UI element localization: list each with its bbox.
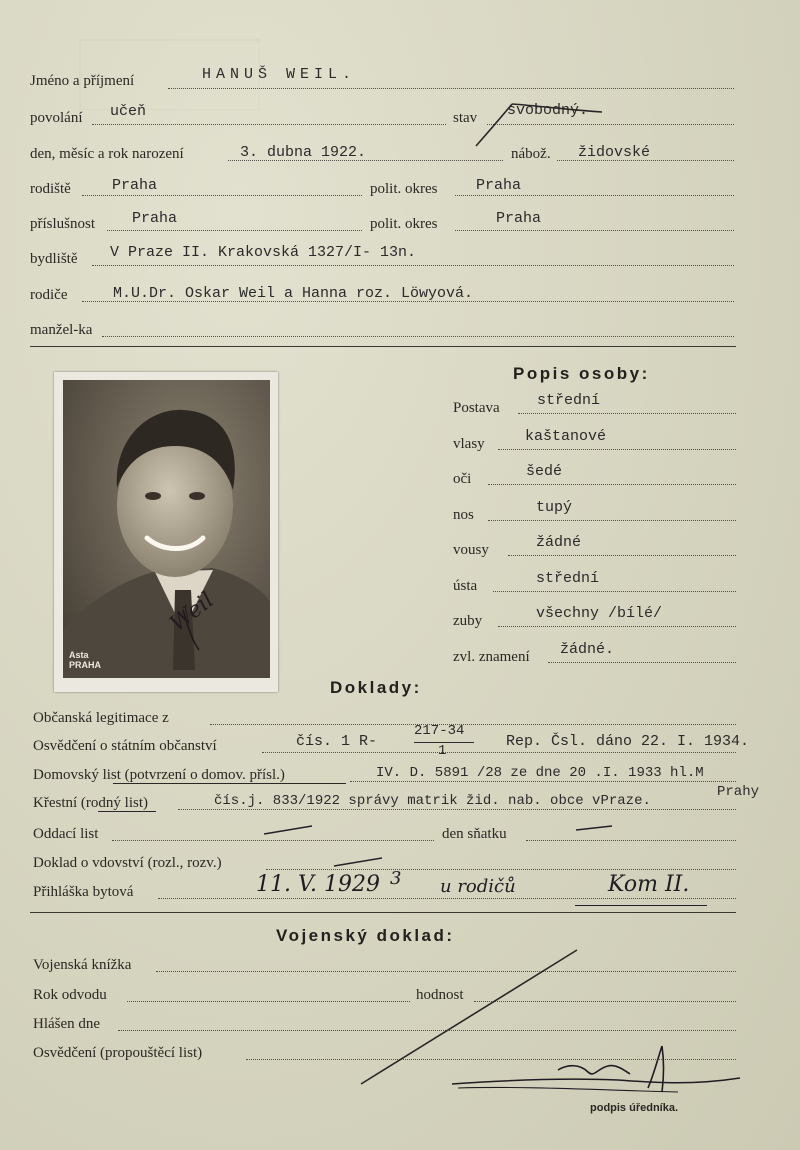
description-label: ústa: [453, 578, 478, 594]
description-value: šedé: [526, 463, 563, 480]
description-line: [488, 484, 736, 485]
description-label: Postava: [453, 400, 500, 416]
birthplace-value: Praha: [112, 177, 158, 194]
citizenship-prefix: čís. 1 R-: [296, 733, 378, 750]
certificate-label: Osvědčení (propouštěcí list): [33, 1045, 203, 1061]
baptism-super: Prahy: [717, 784, 760, 800]
rank-label: hodnost: [416, 987, 464, 1003]
domicile-district-line: [455, 230, 734, 231]
residence-line: [92, 265, 734, 266]
description-label: zvl. znamení: [453, 649, 530, 665]
home-value: IV. D. 5891 /28 ze dne 20 .I. 1933 hl.M: [376, 765, 704, 781]
photo-signature: Weil: [165, 587, 219, 637]
military-book-label: Vojenská knížka: [33, 957, 132, 973]
description-value: žádné.: [560, 641, 615, 658]
description-label: oči: [453, 471, 472, 487]
description-line: [493, 591, 736, 592]
military-heading: Vojenský doklad:: [276, 926, 455, 945]
name-line: [168, 88, 734, 89]
religion-value: židovské: [578, 144, 651, 161]
status-check-stroke: [470, 100, 610, 150]
description-line: [548, 662, 736, 663]
marriage-date-label: den sňatku: [442, 826, 507, 842]
baptism-line: [178, 809, 736, 810]
description-line: [498, 626, 736, 627]
registration-note: u rodičů: [440, 876, 516, 897]
description-value: všechny /bílé/: [536, 605, 663, 622]
description-label: vousy: [453, 542, 489, 558]
description-label: nos: [453, 507, 474, 523]
domicile-district-label: polit. okres: [370, 216, 438, 232]
signature-caption: podpis úředníka.: [590, 1102, 679, 1114]
citizenship-label: Osvědčení o státním občanství: [33, 738, 217, 754]
description-label: vlasy: [453, 436, 485, 452]
status-label: stav: [453, 110, 478, 126]
domicile-line: [107, 230, 362, 231]
faded-stamp: [0, 0, 260, 113]
reported-label: Hlášen dne: [33, 1016, 101, 1032]
clerk-signature: [448, 1040, 748, 1100]
marriage-date-dash: [572, 822, 622, 836]
parents-value: M.U.Dr. Oskar Weil a Hanna roz. Löwyová.: [113, 285, 474, 302]
home-line: [350, 781, 736, 782]
baptism-value: čís.j. 833/1922 správy matrik žid. nab. obce vPraze.: [214, 793, 651, 809]
home-label-underline: [113, 783, 346, 784]
description-value: kaštanové: [525, 428, 607, 445]
occupation-label: povolání: [30, 110, 83, 126]
photo-frame: [54, 372, 278, 692]
birthplace-line: [82, 195, 362, 196]
birth-district-value: Praha: [476, 177, 522, 194]
description-heading: Popis osoby:: [513, 364, 650, 383]
marriage-line: [112, 840, 434, 841]
occupation-value: učeň: [110, 103, 147, 120]
parents-label: rodiče: [30, 287, 68, 303]
religion-label: nábož.: [511, 146, 551, 162]
photo-studio-mark: Asta PRAHA: [69, 650, 102, 670]
citizenship-rest: Rep. Čsl. dáno 22. I. 1934.: [506, 733, 750, 750]
domicile-label: příslušnost: [30, 216, 96, 232]
registration-note2: Kom II.: [608, 872, 690, 897]
registration-value: 11. V. 1929: [256, 872, 380, 897]
baptism-label-underline: [98, 811, 156, 812]
birth-district-line: [455, 195, 734, 196]
description-value: žádné: [536, 534, 582, 551]
widow-label: Doklad o vdovství (rozl., rozv.): [33, 855, 222, 871]
marriage-label: Oddací list: [33, 826, 99, 842]
widow-dash: [330, 854, 390, 870]
domicile-district-value: Praha: [496, 210, 542, 227]
description-line: [488, 520, 736, 521]
birth-value: 3. dubna 1922.: [240, 144, 367, 161]
name-value: HANUŠ WEIL.: [202, 66, 357, 83]
residence-value: V Praze II. Krakovská 1327/I- 13n.: [110, 244, 417, 261]
marriage-date-line: [526, 840, 736, 841]
registration-overwrite: 3: [390, 868, 402, 889]
birth-district-label: polit. okres: [370, 181, 438, 197]
status-value: svobodný.: [507, 102, 589, 119]
registration-label: Přihláška bytová: [33, 884, 134, 900]
occupation-line: [92, 124, 446, 125]
registration-underline: [575, 905, 707, 906]
description-label: zuby: [453, 613, 483, 629]
section-rule-2: [30, 912, 736, 913]
civic-id-label: Občanská legitimace z: [33, 710, 169, 726]
description-line: [508, 555, 736, 556]
description-value: tupý: [536, 499, 573, 516]
description-line: [498, 449, 736, 450]
description-line: [518, 413, 736, 414]
baptism-label: Křestní (rodný list): [33, 795, 148, 811]
citizenship-fraction-bottom: 1: [438, 743, 447, 759]
spouse-label: manžel-ka: [30, 322, 93, 338]
conscription-label: Rok odvodu: [33, 987, 107, 1003]
portrait-photo: [63, 380, 270, 678]
citizenship-fraction-top: 217-34: [414, 723, 465, 739]
description-value: střední: [537, 392, 601, 409]
domicile-value: Praha: [132, 210, 178, 227]
home-label: Domovský list (potvrzení o domov. přísl.): [33, 767, 285, 783]
residence-label: bydliště: [30, 251, 78, 267]
name-label: Jméno a příjmení: [30, 73, 135, 89]
section-rule-1: [30, 346, 736, 347]
spouse-line: [102, 336, 734, 337]
marriage-dash: [260, 822, 320, 838]
registration-line: [158, 898, 736, 899]
citizenship-line: [262, 752, 736, 753]
description-value: střední: [536, 570, 600, 587]
civic-id-line: [210, 724, 736, 725]
documents-heading: Doklady:: [330, 678, 422, 697]
birthplace-label: rodiště: [30, 181, 71, 197]
birth-label: den, měsíc a rok narození: [30, 146, 184, 162]
